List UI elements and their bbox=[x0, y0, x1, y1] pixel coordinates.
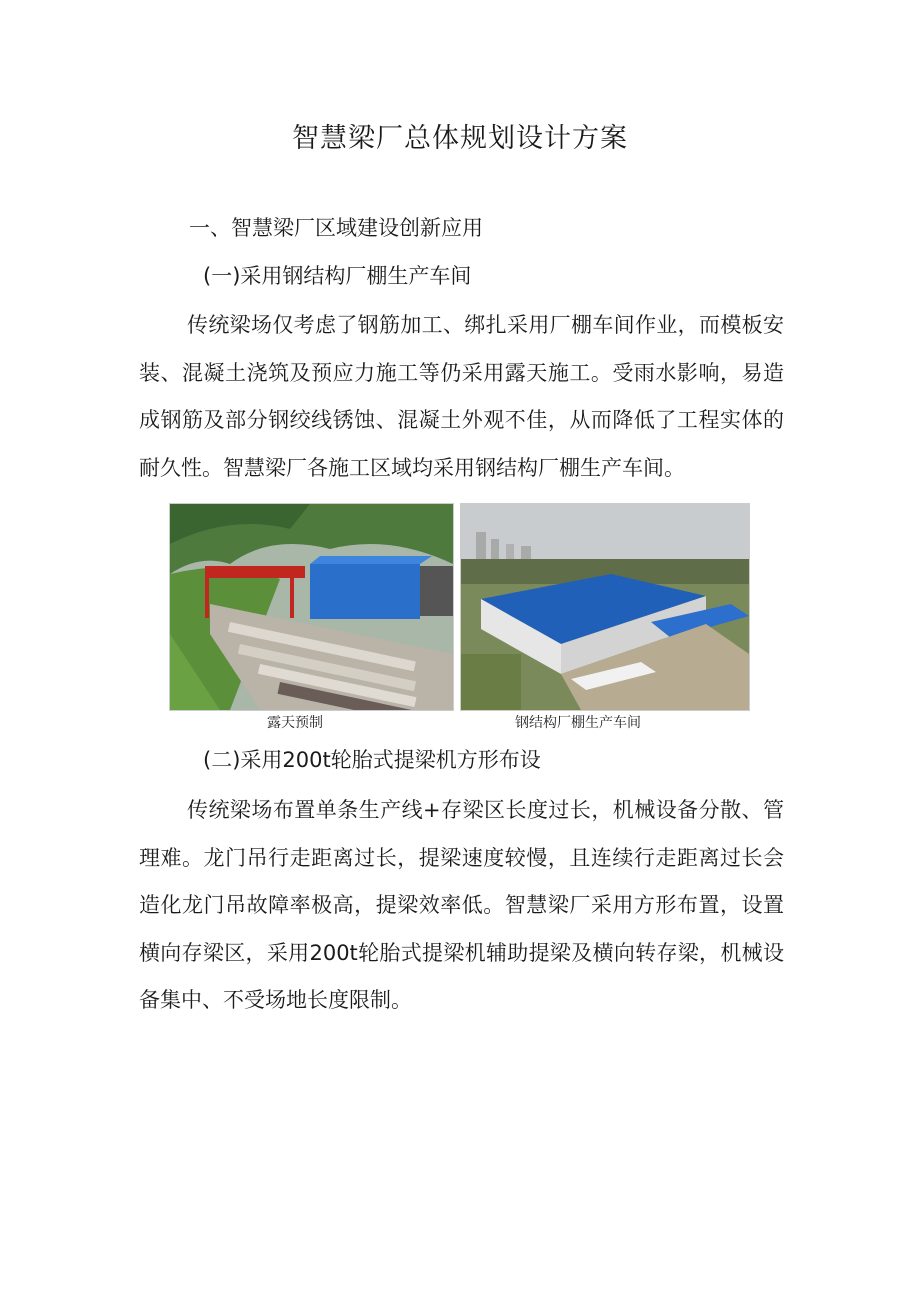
steel-workshop-photo bbox=[460, 503, 750, 711]
subsection-heading-2: (二)采用200t轮胎式提梁机方形布设 bbox=[203, 748, 541, 772]
section-heading-1: 一、智慧梁厂区域建设创新应用 bbox=[189, 216, 483, 240]
paragraph-1: 传统梁场仅考虑了钢筋加工、绑扎采用厂棚车间作业，而模板安装、混凝土浇筑及预应力施工等仍采用露天施工。受雨水影响，易造成钢筋及部分钢绞线锈蚀、混凝土外观不佳，从而降低了工程实体的耐久性。智慧梁厂各施工区域均采用钢结构厂棚生产车间。 bbox=[139, 313, 784, 480]
document-title: 智慧梁厂总体规划设计方案 bbox=[292, 123, 628, 154]
paragraph-2: 传统梁场布置单条生产线+存梁区长度过长，机械设备分散、管理难。龙门吊行走距离过长，提梁速度较慢，且连续行走距离过长会造化龙门吊故障率极高，提梁效率低。智慧梁厂采用方形布置，设置横向存梁区，采用200t轮胎式提梁机辅助提梁及横向转存梁，机械设备集中、不受场地长度限制。 bbox=[139, 798, 784, 1012]
open-air-precast-photo bbox=[169, 503, 454, 711]
right-photo-caption: 钢结构厂棚生产车间 bbox=[515, 715, 641, 731]
subsection-heading-1: (一)采用钢结构厂棚生产车间 bbox=[203, 264, 472, 288]
left-photo-caption: 露天预制 bbox=[267, 715, 323, 731]
